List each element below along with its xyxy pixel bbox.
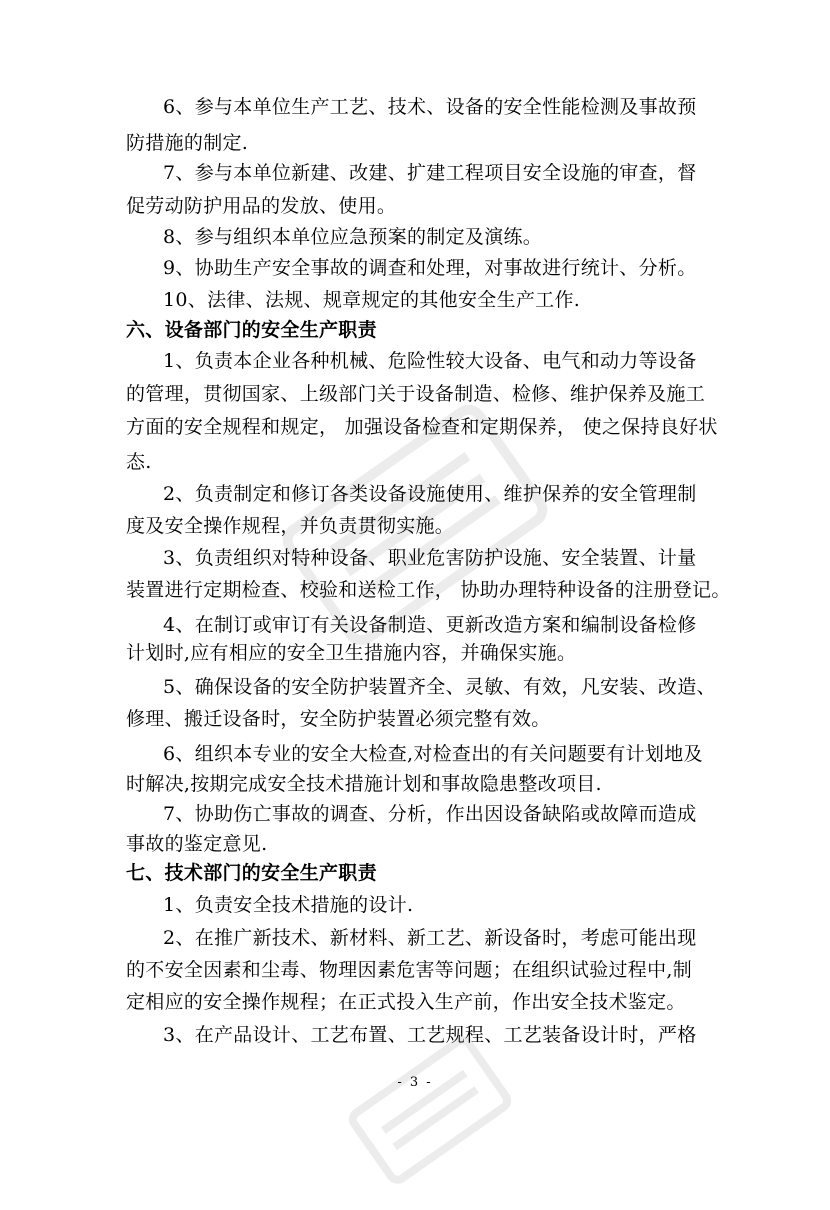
equipment-item-3-line-1: 3、负责组织对特种设备、职业危害防护设施、安全装置、计量 bbox=[163, 547, 697, 569]
technology-item-2-line-2: 的不安全因素和尘毒、物理因素危害等问题；在组织试验过程中,制 bbox=[126, 959, 693, 981]
technology-item-1: 1、负责安全技术措施的设计. bbox=[163, 894, 414, 916]
section-heading-equipment: 六、设备部门的安全生产职责 bbox=[126, 319, 377, 341]
paragraph-9: 9、协助生产安全事故的调查和处理，对事故进行统计、分析。 bbox=[163, 257, 697, 279]
equipment-item-1-line-3: 方面的安全规程和规定， 加强设备检查和定期保养， 使之保持良好状 bbox=[126, 416, 718, 438]
equipment-item-1-line-4: 态. bbox=[126, 451, 152, 473]
equipment-item-5-line-1: 5、确保设备的安全防护装置齐全、灵敏、有效，凡安装、改造、 bbox=[163, 676, 716, 698]
paragraph-6-line-1: 6、参与本单位生产工艺、技术、设备的安全性能检测及事故预 bbox=[163, 96, 697, 118]
paragraph-10: 10、法律、法规、规章规定的其他安全生产工作. bbox=[163, 289, 581, 311]
equipment-item-5-line-2: 修理、搬迁设备时，安全防护装置必须完整有效。 bbox=[126, 708, 551, 730]
equipment-item-7-line-1: 7、协助伤亡事故的调查、分析，作出因设备缺陷或故障而造成 bbox=[163, 803, 697, 825]
equipment-item-7-line-2: 事故的鉴定意见. bbox=[126, 833, 268, 855]
equipment-item-6-line-2: 时解决,按期完成安全技术措施计划和事故隐患整改项目. bbox=[126, 773, 602, 795]
equipment-item-1-line-1: 1、负责本企业各种机械、危险性较大设备、电气和动力等设备 bbox=[163, 350, 697, 372]
equipment-item-6-line-1: 6、组织本专业的安全大检查,对检查出的有关问题要有计划地及 bbox=[163, 743, 703, 765]
equipment-item-4-line-2: 计划时,应有相应的安全卫生措施内容，并确保实施。 bbox=[126, 642, 577, 664]
paragraph-6-line-2: 防措施的制定. bbox=[126, 132, 249, 154]
equipment-item-3-line-2: 装置进行定期检查、校验和送检工作， 协助办理特种设备的注册登记。 bbox=[126, 579, 731, 601]
paragraph-7-line-1: 7、参与本单位新建、改建、扩建工程项目安全设施的审查，督 bbox=[163, 162, 697, 184]
technology-item-2-line-3: 定相应的安全操作规程；在正式投入生产前，作出安全技术鉴定。 bbox=[126, 991, 686, 1013]
technology-item-2-line-1: 2、在推广新技术、新材料、新工艺、新设备时，考虑可能出现 bbox=[163, 927, 697, 949]
paragraph-7-line-2: 促劳动防护用品的发放、使用。 bbox=[126, 195, 397, 217]
section-heading-technology: 七、技术部门的安全生产职责 bbox=[126, 862, 377, 884]
equipment-item-1-line-2: 的管理，贯彻国家、上级部门关于设备制造、检修、维护保养及施工 bbox=[126, 383, 706, 405]
equipment-item-2-line-2: 度及安全操作规程，并负责贯彻实施。 bbox=[126, 515, 455, 537]
paragraph-8: 8、参与组织本单位应急预案的制定及演练。 bbox=[163, 226, 543, 248]
equipment-item-2-line-1: 2、负责制定和修订各类设备设施使用、维护保养的安全管理制 bbox=[163, 483, 697, 505]
equipment-item-4-line-1: 4、在制订或审订有关设备制造、更新改造方案和编制设备检修 bbox=[163, 614, 697, 636]
technology-item-3-line-1: 3、在产品设计、工艺布置、工艺规程、工艺装备设计时，严格 bbox=[163, 1024, 697, 1046]
page-number: - 3 - bbox=[397, 1075, 433, 1090]
